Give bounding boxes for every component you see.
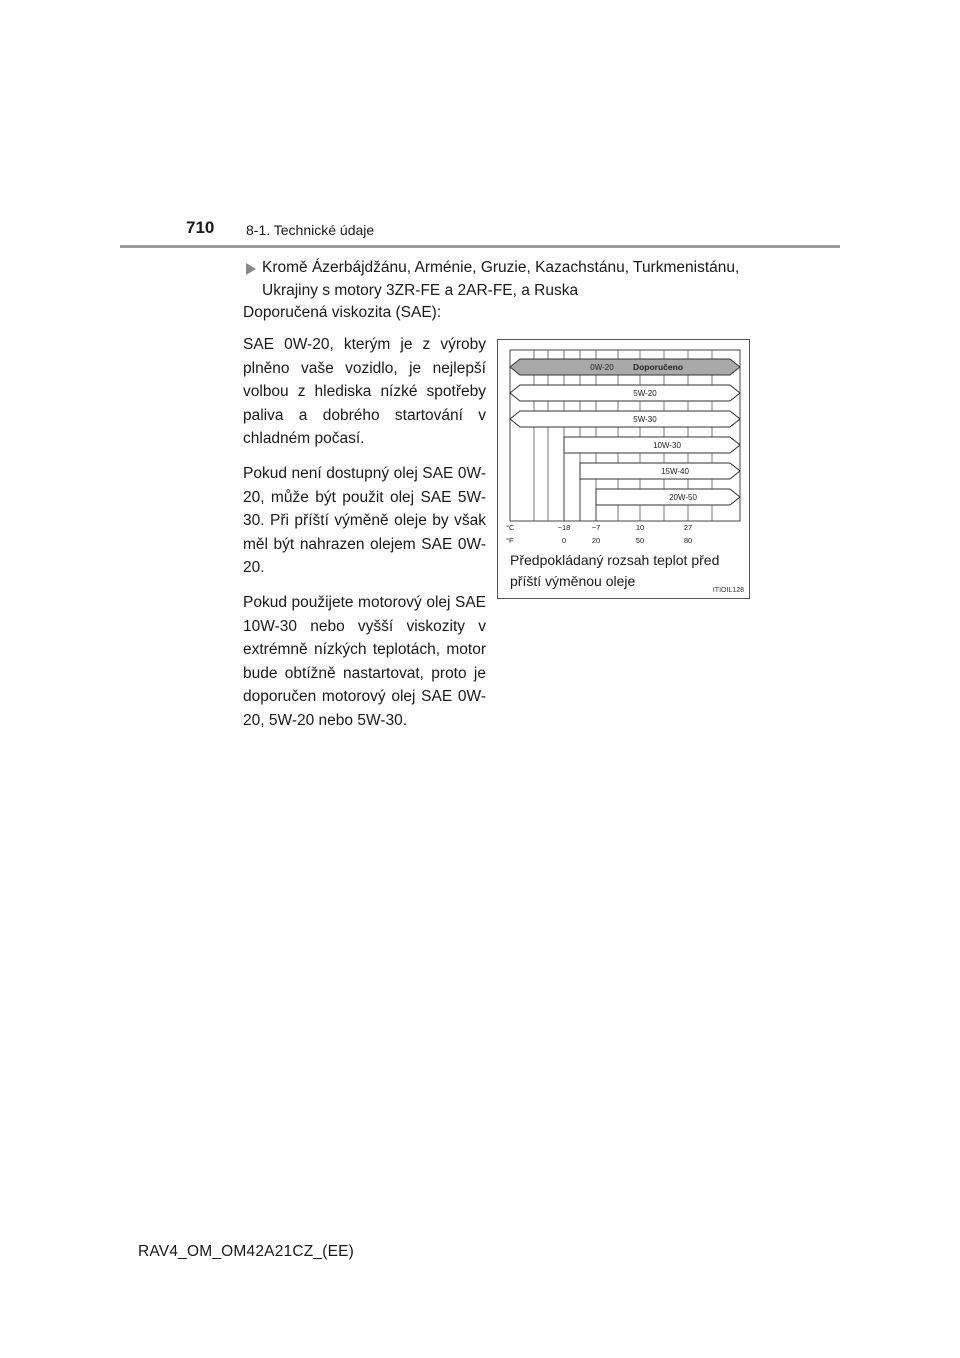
grade-bar-10w-30 (564, 437, 740, 453)
section-title: 8-1. Technické údaje (246, 222, 375, 238)
header-rule (120, 245, 840, 248)
celsius-tick-label: −18 (557, 523, 571, 532)
bullet-text: Kromě Ázerbájdžánu, Arménie, Gruzie, Kazachstánu, Turkmenistánu, Ukrajiny s motory 3ZR-FE a 2AR-FE, a Ruska (262, 259, 740, 299)
paragraph-1: SAE 0W-20, kterým je z výroby plněno vaše vozidlo, je nejlepší volbou z hlediska nízké spotřeby paliva a dobrého startování v chladném počasí. (243, 336, 486, 448)
grade-bar-0w-20 (510, 359, 740, 375)
grade-label: 10W-30 (653, 441, 681, 450)
recommended-label: Doporučeno (632, 362, 684, 372)
grade-bar-5w-20 (510, 385, 740, 401)
viscosity-chart-figure (497, 339, 750, 599)
fahrenheit-tick-label: 50 (635, 536, 645, 545)
grade-label: 5W-20 (633, 389, 657, 398)
page-number: 710 (186, 218, 215, 237)
grade-label: 15W-40 (661, 467, 689, 476)
paragraph-2: Pokud není dostupný olej SAE 0W-20, může být použit olej SAE 5W-30. Při příští výměně oleje by však měl být nahrazen olejem SAE 0W-20. (243, 464, 486, 577)
triangle-bullet-icon (244, 262, 258, 276)
grade-bar-20w-50 (596, 489, 740, 505)
grade-bar-5w-30 (510, 411, 740, 427)
fahrenheit-tick-label: 20 (591, 536, 601, 545)
figure-code: ITIOIL128 (712, 587, 744, 594)
grade-label: 5W-30 (633, 415, 657, 424)
celsius-unit: °C (506, 523, 515, 532)
grade-bar-15w-40 (580, 463, 740, 479)
viscosity-lead: Doporučená viskozita (SAE): (243, 304, 442, 321)
celsius-tick-label: −7 (591, 523, 601, 532)
grade-label: 0W-20 (590, 363, 614, 372)
grade-label: 20W-50 (669, 493, 697, 502)
celsius-tick-label: 10 (635, 523, 645, 532)
footer-doc-code: RAV4_OM_OM42A21CZ_(EE) (138, 1243, 355, 1260)
fahrenheit-tick-label: 0 (561, 536, 567, 545)
fahrenheit-unit: °F (506, 536, 514, 545)
body-column (243, 333, 486, 744)
celsius-tick-label: 27 (683, 523, 693, 532)
fahrenheit-tick-label: 80 (683, 536, 693, 545)
paragraph-3: Pokud použijete motorový olej SAE 10W-30 nebo vyšší viskozity v extrémně nízkých teplotách, motor bude obtížně nastartovat, proto je doporučen motorový olej SAE 0W-20, 5W-20 nebo 5W-30. (243, 593, 486, 729)
figure-caption: Předpokládaný rozsah teplot před příští výměnou oleje (510, 552, 720, 589)
